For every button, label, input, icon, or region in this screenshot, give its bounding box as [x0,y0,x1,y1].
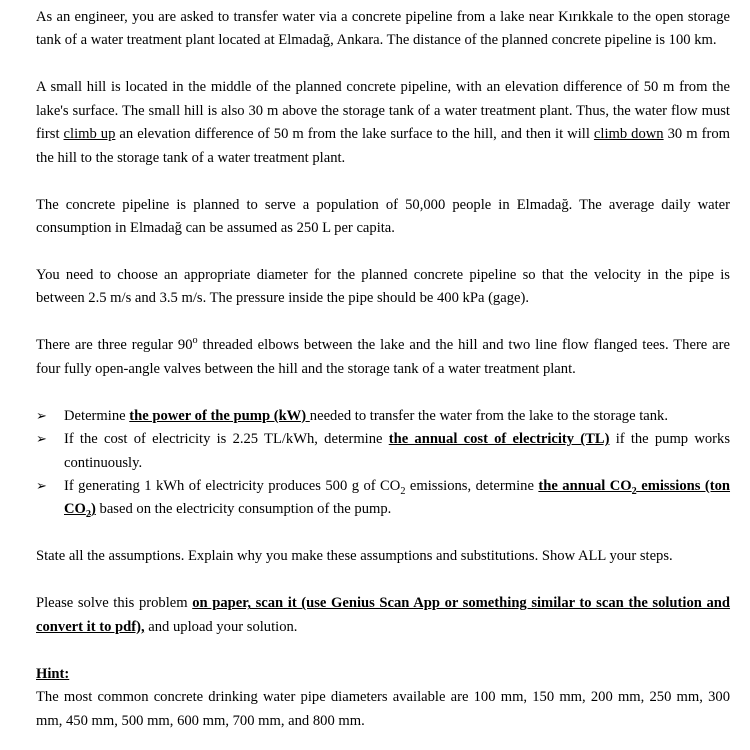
task-item-pump-power [36,405,730,428]
assignment-document [36,6,730,733]
velocity-paragraph: You need to choose an appropriate diameter for the planned concrete pipeline so that the velocity in the pipe is between 2.5 m/s and 3.5 m/s. The pressure inside the pipe should be 400 kPa (gage). [36,267,730,307]
task-item-electricity-cost [36,428,730,475]
climb-up-underlined: climb up [63,126,116,143]
task-1-post: needed to transfer the water from the lake to the storage tank. [309,407,669,424]
paragraph-gap [36,639,730,663]
paragraph-gap [36,240,730,264]
paragraph-gap [36,381,730,405]
task-3-mid: emissions, determine [405,478,539,495]
arrow-bullet-icon: ➢ [36,432,47,448]
task-list [36,405,730,522]
paragraph-gap [36,311,730,335]
upload-text-2: and upload your solution. [144,618,298,635]
upload-text-1: Please solve this problem [36,595,193,612]
degree-symbol: o [192,335,198,347]
arrow-bullet-icon: ➢ [36,408,47,424]
task-2-bold: the annual cost of electricity (TL) [388,431,610,448]
climb-down-underlined: climb down [593,126,664,143]
task-item-co2-emissions [36,475,730,522]
task-2-pre: If the cost of electricity is 2.25 TL/kWh, determine [64,431,389,448]
task-3-bold-a: the annual CO [538,478,632,495]
hill-text-2: an elevation difference of 50 m from the lake surface to the hill, and then it will [115,126,594,143]
task-2-post: if the pump works continuously. [64,431,730,471]
assumptions-paragraph: State all the assumptions. Explain why you make these assumptions and substitutions. Show ALL your steps. [36,548,673,565]
intro-paragraph: As an engineer, you are asked to transfer water via a concrete pipeline from a lake near Kırıkkale to the open storage tank of a water treatment plant located at Elmadağ, Ankara. The distance of the planned concrete pipeline is 100 km. [36,9,730,49]
paragraph-gap [36,569,730,593]
task-3-sub: 2 [400,485,406,497]
task-3-bold-sub2: 2 [85,509,91,521]
hill-text-3: 30 m from the hill to the storage tank of a water treatment plant. [36,126,730,166]
task-1-bold: the power of the pump (kW) [129,407,310,424]
fittings-paragraph [36,334,730,381]
task-3-bold-sub: 2 [631,485,637,497]
hint-heading [36,663,730,686]
fittings-text-1: There are three regular 90 [36,337,193,354]
task-3-bold-b: emissions (ton CO [64,478,731,518]
task-3-post: based on the electricity consumption of the pump. [95,501,392,518]
upload-paragraph [36,592,730,639]
task-1-pre: Determine [64,407,130,424]
hint-title: Hint: [36,665,70,682]
paragraph-gap [36,170,730,194]
paragraph-gap [36,53,730,77]
hill-paragraph [36,76,730,170]
population-paragraph: The concrete pipeline is planned to serve a population of 50,000 people in Elmadağ. The average daily water consumption in Elmadağ can be assumed as 250 L per capita. [36,196,730,237]
paragraph-gap [36,522,730,546]
task-3-bold-c: ) [91,501,96,518]
fittings-text-2: threaded elbows between the lake and the hill and two line flow flanged tees. There are four fully open-angle valves between the hill and the storage tank of a water treatment plant. [36,337,730,377]
task-3-pre: If generating 1 kWh of electricity produces 500 g of CO [64,478,401,495]
arrow-bullet-icon: ➢ [36,479,47,495]
hill-text-1: A small hill is located in the middle of the planned concrete pipeline, with an elevation difference of 50 m from the lake's surface. The small hill is also 30 m above the storage tank of a water treatment plant. Thus, the water flow must first [36,79,730,143]
upload-bold-instruction: on paper, scan it (use Genius Scan App or something similar to scan the solution and convert it to pdf), [36,595,731,635]
hint-paragraph: The most common concrete drinking water pipe diameters available are 100 mm, 150 mm, 200 mm, 250 mm, 300 mm, 450 mm, 500 mm, 600 mm, 700 mm, and 800 mm. [36,689,730,729]
